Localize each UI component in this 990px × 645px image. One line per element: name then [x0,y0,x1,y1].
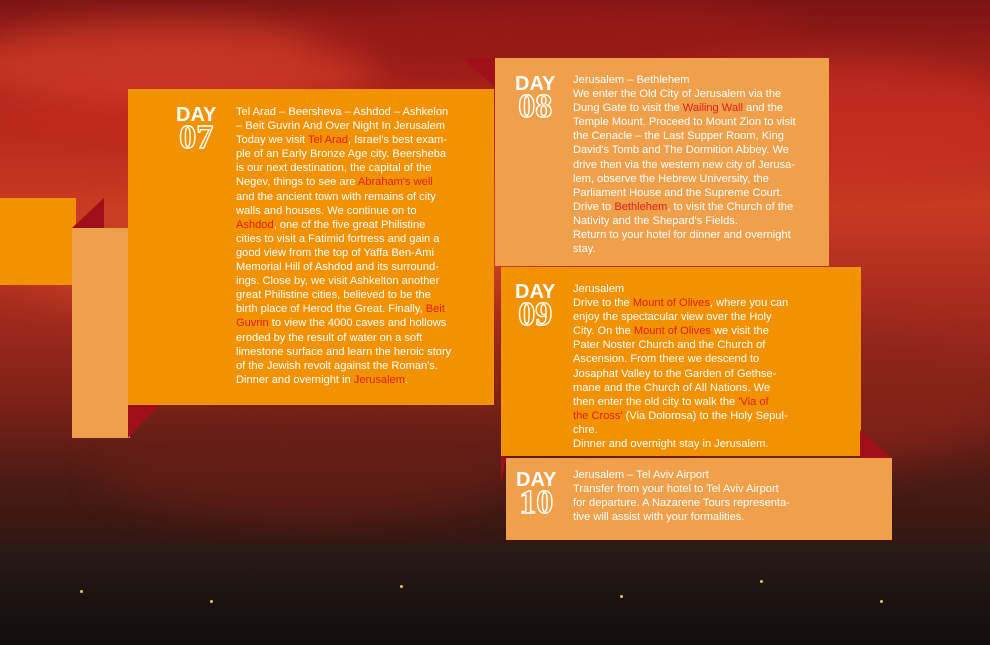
text-line [573,310,823,324]
city-light [620,595,623,598]
day-number: 07 [179,119,214,156]
text-run: Dinner and overnight stay in Jerusalem. [573,438,769,451]
text-run: birth place of Herod the Great. Finally, [236,303,426,316]
text-run: for departure. A Nazarene Tours representa- [573,497,790,510]
text-run: David's Tomb and The Dormition Abbey. We [573,144,789,157]
text-line [573,172,823,186]
text-run: Today we visit [236,134,308,147]
text-line [573,324,823,338]
city-light [210,600,213,603]
day-title: Jerusalem [573,283,625,295]
text-run: good view from the top of Yaffa Ben-Ami [236,246,434,259]
text-run: and the [742,102,784,115]
place-link[interactable]: Tel Arad [307,134,349,147]
text-line [236,147,486,161]
text-run: , where you can [709,297,789,310]
text-line [573,87,823,101]
text-line [573,482,833,496]
place-link[interactable]: Bethlehem [614,200,668,213]
place-link[interactable]: Abraham's well [357,176,433,189]
text-line [236,359,486,373]
text-line [573,296,823,310]
text-run: is our next destination, the capital of the [236,162,432,175]
text-run: chre. [573,423,598,436]
text-run: . [404,373,409,386]
text-line [573,214,823,228]
text-run: cities to visit a Fatimid fortress and gain a [236,232,440,245]
text-line [236,133,486,147]
text-run: Parliament House and the Supreme Court. [573,186,783,199]
text-run: and the ancient town with remains of city [236,190,436,203]
text-run: Nativity and the Shepard's Fields. [573,214,738,227]
text-run: Memorial Hill of Ashdod and its surround- [236,261,439,274]
day-number: 09 [518,296,553,333]
day-title: Jerusalem – Bethlehem [573,74,690,86]
text-run: Ascension. From there we descend to [573,353,760,366]
text-line [236,190,486,204]
text-run: City. On the [573,325,634,338]
day-07-badge [176,105,216,155]
day-label: DAY [176,104,217,126]
text-run: we visit the [710,325,769,338]
place-link[interactable]: Mount of Olives [633,325,711,338]
text-run: stay. [573,243,596,256]
text-run: ings. Close by, we visit Ashkelton another [236,275,440,288]
text-run: Pater Noster Church and the Church of [573,339,766,352]
day-09-card [501,267,861,456]
place-link[interactable]: 'Via of [738,395,769,408]
text-run: Dinner and overnight in [236,373,354,386]
day-08-badge [515,74,555,124]
text-line [236,175,486,189]
day-09-fold [860,430,892,458]
text-line [573,510,833,524]
day-description [573,296,823,451]
ribbon-fold [72,198,104,228]
text-line [573,437,823,451]
text-line [573,352,823,366]
text-run: (Via Dolorosa) to the Holy Sepul- [622,409,788,422]
place-link[interactable]: Guvrin [236,317,269,330]
text-run: eroded by the result of water on a soft [236,331,423,344]
ribbon-left [0,198,76,285]
text-line [573,395,823,409]
day-08-card [495,58,829,266]
day-description [573,87,823,256]
text-line [573,101,823,115]
place-link[interactable]: Ashdod [236,218,274,231]
text-line [236,232,486,246]
text-line [236,288,486,302]
text-line [573,409,823,423]
place-link[interactable]: Wailing Wall [682,102,743,115]
day-09-text [573,282,823,451]
day-description [573,482,833,524]
city-skyline [0,545,990,645]
day-08-fold [462,58,496,88]
text-run: enjoy the spectacular view over the Holy [573,311,772,324]
text-run: , one of the five great Philistine [273,218,426,231]
text-run: Josaphat Valley to the Garden of Gethse- [573,367,777,380]
text-line [236,246,486,260]
day-07-card [128,89,494,405]
text-run: Drive to [573,200,615,213]
city-light [760,580,763,583]
day-title: – Beit Guvrin And Over Night In Jerusalem [236,120,446,133]
text-line [573,242,823,256]
city-light [400,585,403,588]
text-run: Negev, things to see are [236,176,358,189]
text-run: Temple Mount. Proceed to Mount Zion to visit [573,116,796,129]
text-line [236,316,486,330]
place-link[interactable]: Mount of Olives [632,297,710,310]
text-line [236,302,486,316]
day-10-text [573,468,833,524]
text-run: Drive to the [573,297,633,310]
text-line [236,373,486,387]
text-run: Dung Gate to visit the [573,102,683,115]
text-run: great Philistine cities, believed to be the [236,289,431,302]
text-line [573,423,823,437]
day-label: DAY [515,73,556,95]
text-run: walls and houses. We continue on to [236,204,417,217]
day-label: DAY [515,281,556,303]
place-link[interactable]: the Cross' [573,409,623,422]
text-line [573,338,823,352]
text-line [573,496,833,510]
place-link[interactable]: Beit [425,303,445,316]
city-light [80,590,83,593]
text-run: tive will assist with your formalities. [573,511,745,524]
text-line [236,274,486,288]
text-line [573,228,823,242]
text-run: of the Jewish revolt against the Roman's. [236,359,438,372]
text-run: then enter the old city to walk the [573,395,739,408]
day-09-badge [515,282,555,332]
cloud [100,420,520,520]
city-light [880,600,883,603]
text-run: mane and the Church of All Nations. We [573,381,771,394]
ribbon-back [72,228,130,438]
text-line [236,260,486,274]
text-run: ple of an Early Bronze Age city. Beersheba [236,148,447,161]
place-link[interactable]: Jerusalem [353,373,405,386]
text-run: , Israel's best exam- [348,134,447,147]
text-line [573,186,823,200]
day-description [236,133,486,387]
text-line [573,200,823,214]
text-line [236,345,486,359]
text-run: , to visit the Church of the [667,200,794,213]
day-07-text [236,105,486,387]
text-line [236,204,486,218]
text-line [236,331,486,345]
text-run: the Cenacle – the Last Supper Room, King [573,130,784,143]
text-run: drive then via the western new city of Jerusa- [573,158,795,171]
text-line [236,218,486,232]
day-number: 10 [519,484,554,521]
text-run: We enter the Old City of Jerusalem via the [573,88,782,101]
text-line [573,143,823,157]
day-number: 08 [518,88,553,125]
text-run: lem, observe the Hebrew University, the [573,172,769,185]
text-line [236,161,486,175]
day-title: Tel Arad – Beersheva – Ashdod – Ashkelon [236,106,449,118]
text-run: Transfer from your hotel to Tel Aviv Airport [573,483,779,496]
text-run: limestone surface and learn the heroic story [236,345,452,358]
ribbon-fold [128,404,160,438]
text-line [573,115,823,129]
day-08-text [573,73,823,256]
text-line [573,158,823,172]
text-line [573,129,823,143]
day-title: Jerusalem – Tel Aviv Airport [573,469,709,481]
day-10-badge [516,470,556,520]
text-line [573,381,823,395]
text-line [573,367,823,381]
day-10-card [506,458,892,540]
day-label: DAY [516,469,557,491]
text-run: Return to your hotel for dinner and overnight [573,229,791,242]
text-run: to view the 4000 caves and hollows [268,317,447,330]
